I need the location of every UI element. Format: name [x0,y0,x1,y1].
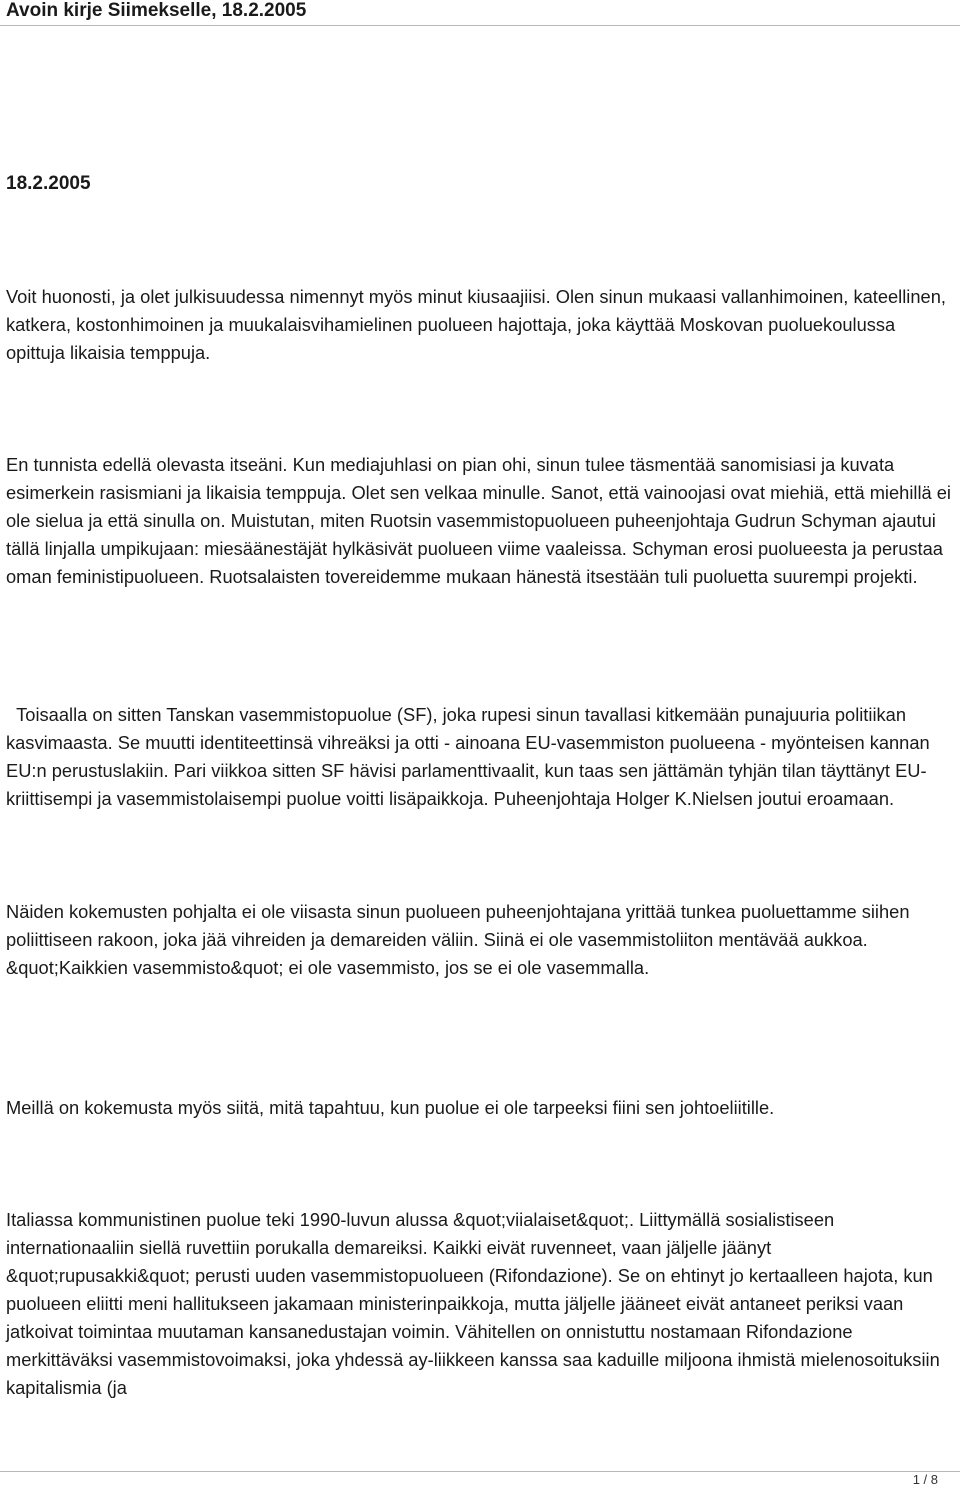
paragraph-2: En tunnista edellä olevasta itseäni. Kun mediajuhlasi on pian ohi, sinun tulee täsmentää sanomisiasi ja kuvata esimerkein rasismiani ja likaisia temppuja. Olet sen velkaa minulle. Sanot, että vainoojasi ovat miehiä, että miehillä ei ole sielua ja että sinulla on. Muistutan, miten Ruotsin vasemmistopuolueen puheenjohtaja Gudrun Schyman ajautui tällä linjalla umpikujaan: miesäänestäjät hylkäsivät puolueen viime vaaleissa. Schyman erosi puolueesta ja perustaa oman feministipuolueen. Ruotsalaisten tovereidemme mukaan hänestä itsestään tuli puoluetta suurempi projekti. [6,454,951,587]
footer-divider [0,1471,960,1472]
paragraph-3: Toisaalla on sitten Tanskan vasemmistopuolue (SF), joka rupesi sinun tavallasi kitkemään punajuuria politiikan kasvimaasta. Se muutti identiteettinsä vihreäksi ja otti - ainoana EU-vasemmiston puolueena - myönteisen kannan EU:n perustuslakiin. Pari viikkoa sitten SF hävisi parlamenttivaalit, kun taas sen jättämän tyhjän tilan täyttänyt EU-kriittisempi ja vasemmistolaisempi puolue voitti lisäpaikkoja. Puheenjohtaja Holger K.Nielsen joutui eroamaan. [6,704,935,809]
paragraph-1: Voit huonosti, ja olet julkisuudessa nimennyt myös minut kiusaajiisi. Olen sinun mukaasi vallanhimoinen, kateellinen, katkera, kostonhimoinen ja muukalaisvihamielinen puolueen hajottaja, joka käyttää Moskovan puoluekoulussa opittuja likaisia temppuja. [6,286,952,363]
page-number: 1 / 8 [912,1472,938,1487]
paragraph-6: Italiassa kommunistinen puolue teki 1990-luvun alussa &quot;viialaiset&quot;. Liittymällä sosialistiseen internationaaliin siellä ruvettiin porukalla demareiksi. Kaikki eivät ruvenneet, vaan jäljelle jäänyt &quot;rupusakki&quot; perusti uuden vasemmistopuolueen (Rifondazione). Se on ehtinyt jo kertaalleen hajota, kun puolueen eliitti meni hallitukseen jakamaan ministerinpaikkoja, mutta jäljelle jääneet eivät antaneet periksi vaan jatkoivat toimintaa muutaman kansanedustajan voimin. Vähitellen on onnistuttu nostamaan Rifondazione merkittäväksi vasemmistovoimaksi, joka yhdessä ay-liikkeen kanssa saa kaduille miljoona ihmistä mielenosoituksiin kapitalismia (ja [6,1209,940,1398]
header-divider [0,25,960,26]
paragraph-5: Meillä on kokemusta myös siitä, mitä tapahtuu, kun puolue ei ole tarpeeksi fiini sen johtoeliitille. [6,1097,775,1118]
page-header-title: Avoin kirje Siimekselle, 18.2.2005 [6,0,307,21]
paragraph-4: Näiden kokemusten pohjalta ei ole viisasta sinun puolueen puheenjohtajana yrittää tunkea puoluettamme siihen poliittiseen rakoon, joka jää vihreiden ja demareiden väliin. Siinä ei ole vasemmistoliiton mentävää aukkoa. &quot;Kaikkien vasemmisto&quot; ei ole vasemmisto, jos se ei ole vasemmalla. [6,901,910,978]
article-date: 18.2.2005 [6,173,91,194]
